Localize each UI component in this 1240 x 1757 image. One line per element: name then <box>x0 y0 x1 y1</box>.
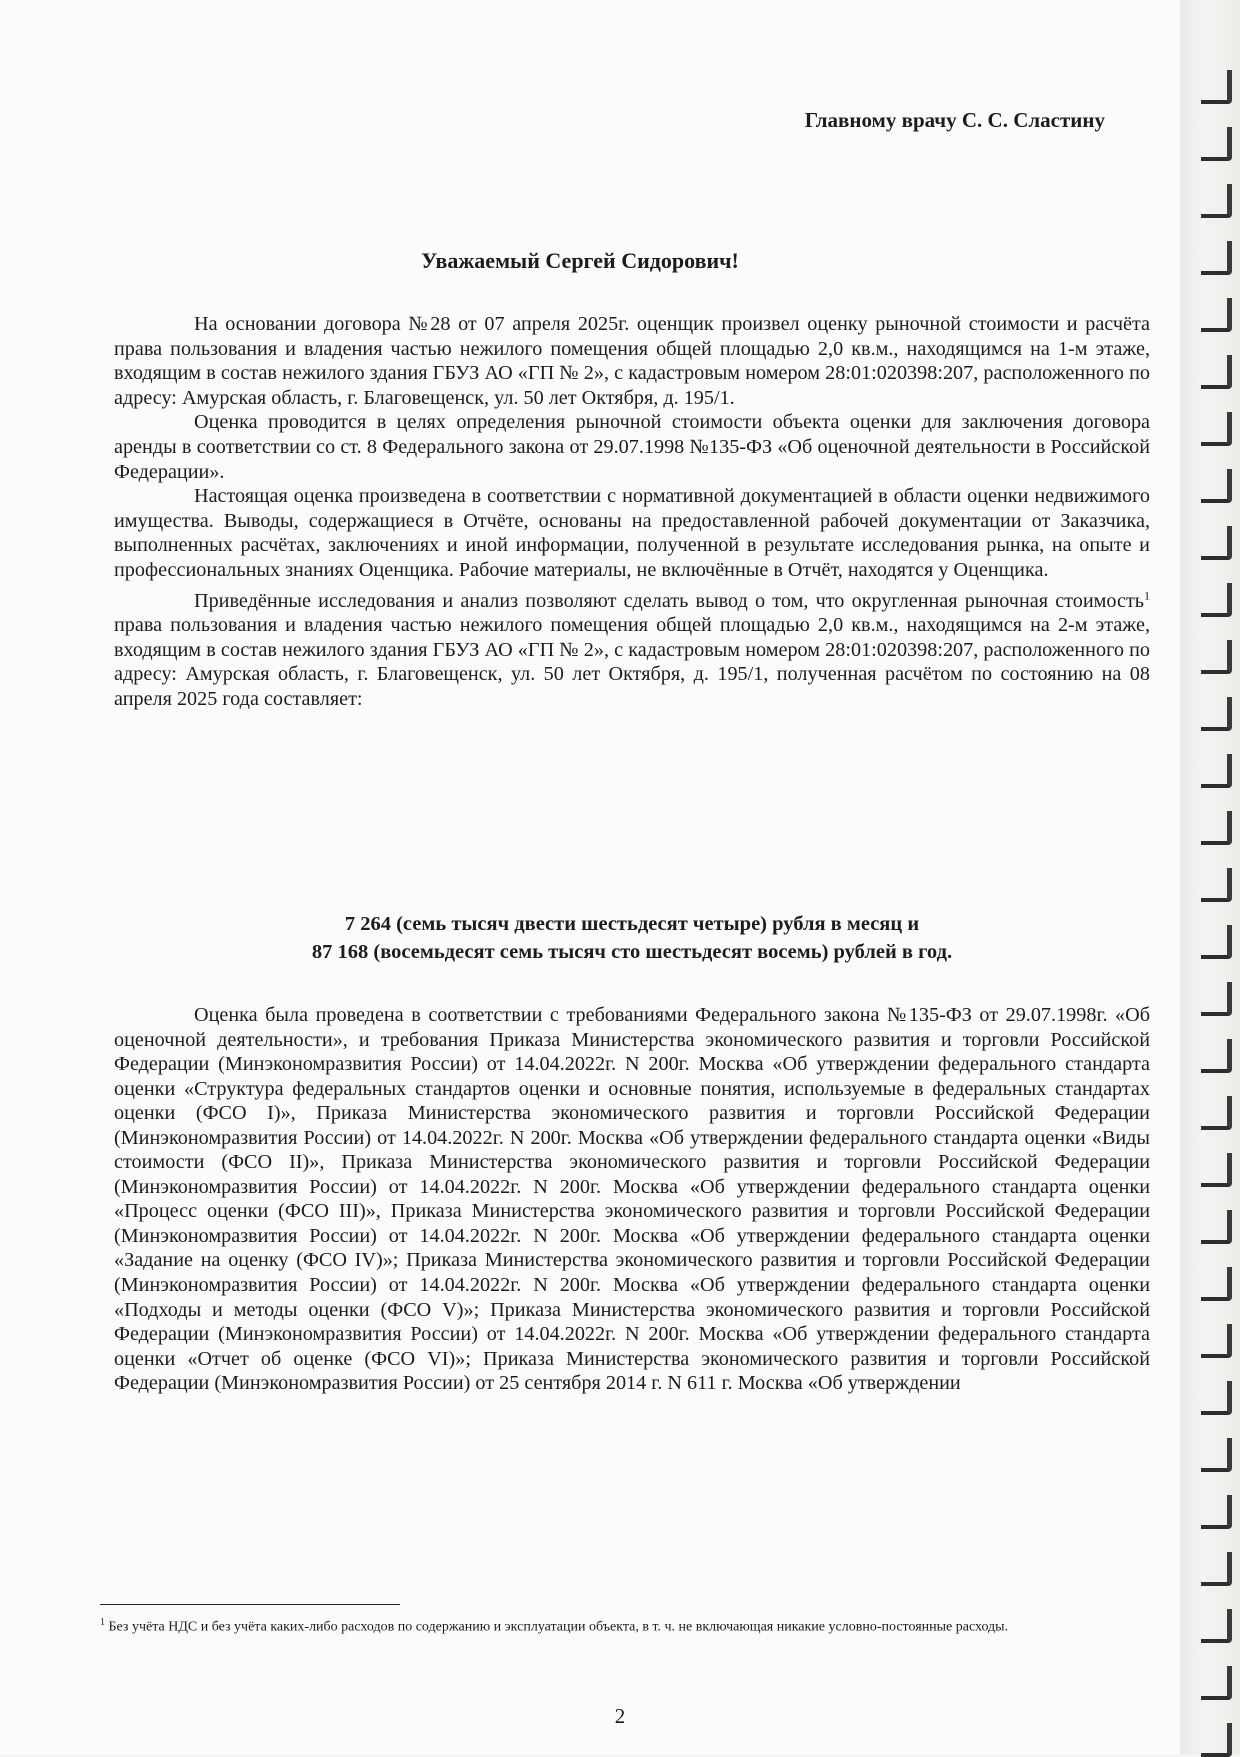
binding-mark <box>1201 583 1232 617</box>
paragraph-purpose: Оценка проводится в целях определения рыночной стоимости объекта оценки для заключения договора аренды в соответствии со ст. 8 Федерального закона от 29.07.1998 №135-ФЗ «Об оценочной деятельности в Российской Федерации». <box>114 411 1150 483</box>
binding-mark <box>1201 1153 1232 1187</box>
binding-mark <box>1201 1267 1232 1301</box>
binding-mark <box>1201 1096 1232 1130</box>
spiral-binding <box>1180 0 1240 1754</box>
salutation: Уважаемый Сергей Сидорович! <box>421 248 739 273</box>
binding-mark <box>1201 1609 1232 1643</box>
footnote-reference[interactable]: 1 <box>1144 587 1150 602</box>
page-number: 2 <box>614 1704 626 1728</box>
letter-body <box>114 312 1150 712</box>
binding-mark <box>1201 298 1232 332</box>
paragraph-methodology: Настоящая оценка произведена в соответствии с нормативной документацией в области оценки недвижимого имущества. Выводы, содержащиеся в Отчёте, основаны на предоставленной рабочей документации от Заказчика, выполненных расчётах, заключениях и иной информации, полученной в результате исследования рынка, на опыте и профессиональных знаниях Оценщика. Рабочие материалы, не включённые в Отчёт, находятся у Оценщика. <box>114 485 1150 581</box>
binding-mark <box>1201 184 1232 218</box>
binding-mark <box>1201 697 1232 731</box>
binding-mark <box>1201 412 1232 446</box>
binding-mark <box>1201 1438 1232 1472</box>
binding-mark <box>1201 1723 1232 1757</box>
paragraph-standards: Оценка была проведена в соответствии с требованиями Федерального закона №135-ФЗ от 29.07.1998г. «Об оценочной деятельности», и требования Приказа Министерства экономического развития и торговли Российской Федерации (Минэкономразвития России) от 14.04.2022г. N 200г. Москва «Об утверждении федерального стандарта оценки «Структура федеральных стандартов оценки и основные понятия, используемые в федеральных стандартах оценки (ФСО I)», Приказа Министерства экономического развития и торговли Российской Федерации (Минэкономразвития России) от 14.04.2022г. N 200г. Москва «Об утверждении федерального стандарта оценки «Виды стоимости (ФСО II)», Приказа Министерства экономического развития и торговли Российской Федерации (Минэкономразвития России) от 14.04.2022г. N 200г. Москва «Об утверждении федерального стандарта оценки «Процесс оценки (ФСО III)», Приказа Министерства экономического развития и торговли Российской Федерации (Минэкономразвития России) от 14.04.2022г. N 200г. Москва «Об утверждении федерального стандарта оценки «Задание на оценку (ФСО IV)»; Приказа Министерства экономического развития и торговли Российской Федерации (Минэкономразвития России) от 14.04.2022г. N 200г. Москва «Об утверждении федерального стандарта оценки «Подходы и методы оценки (ФСО V)»; Приказа Министерства экономического развития и торговли Российской Федерации (Минэкономразвития России) от 14.04.2022г. N 200г. Москва «Об утверждении федерального стандарта оценки «Отчет об оценке (ФСО VI)»; Приказа Министерства экономического развития и торговли Российской Федерации (Минэкономразвития России) от 25 сентября 2014 г. N 611 г. Москва «Об утверждении <box>114 1004 1150 1395</box>
footnote-divider <box>100 1604 400 1605</box>
binding-mark <box>1201 811 1232 845</box>
binding-mark <box>1201 925 1232 959</box>
binding-mark <box>1201 754 1232 788</box>
binding-mark <box>1201 70 1232 104</box>
footnote-marker: 1 <box>100 1617 105 1628</box>
binding-mark <box>1201 469 1232 503</box>
addressee: Главному врачу С. С. Сластину <box>804 108 1105 132</box>
binding-mark <box>1201 241 1232 275</box>
result-yearly: 87 168 (восемьдесят семь тысяч сто шестьдесят восемь) рублей в год. <box>311 941 953 963</box>
binding-mark <box>1201 1381 1232 1415</box>
binding-mark <box>1201 1495 1232 1529</box>
binding-mark <box>1201 1552 1232 1586</box>
conclusion-text-start: Приведённые исследования и анализ позволяют сделать вывод о том, что округленная рыночная стоимость <box>194 589 1144 612</box>
footnote <box>100 1614 1150 1637</box>
binding-mark <box>1201 526 1232 560</box>
result-monthly: 7 264 (семь тысяч двести шестьдесят четыре) рубля в месяц и <box>344 913 920 935</box>
paragraph-contract: На основании договора №28 от 07 апреля 2025г. оценщик произвел оценку рыночной стоимости и расчёта права пользования и владения частью нежилого помещения общей площадью 2,0 кв.м., находящимся на 1-м этаже, входящим в состав нежилого здания ГБУЗ АО «ГП № 2», с кадастровым номером 28:01:020398:207, расположенного по адресу: Амурская область, г. Благовещенск, ул. 50 лет Октября, д. 195/1. <box>114 313 1150 409</box>
binding-mark <box>1201 355 1232 389</box>
standards-section <box>114 1003 1150 1396</box>
binding-mark <box>1201 982 1232 1016</box>
binding-mark <box>1201 1666 1232 1700</box>
binding-mark <box>1201 127 1232 161</box>
valuation-result <box>114 910 1150 966</box>
binding-mark <box>1201 1210 1232 1244</box>
conclusion-text-end: права пользования и владения частью нежилого помещения общей площадью 2,0 кв.м., находящимся на 2-м этаже, входящим в состав нежилого здания ГБУЗ АО «ГП № 2», с кадастровым номером 28:01:020398:207, расположенного по адресу: Амурская область, г. Благовещенск, ул. 50 лет Октября, д. 195/1, полученная расчётом по состоянию на 08 апреля 2025 года составляет: <box>114 614 1150 710</box>
binding-mark <box>1201 868 1232 902</box>
binding-mark <box>1201 640 1232 674</box>
footnote-text: Без учёта НДС и без учёта каких-либо расходов по содержанию и эксплуатации объекта, в т. ч. не включающая никакие условно-постоянные расходы. <box>108 1619 1009 1635</box>
binding-mark <box>1201 1039 1232 1073</box>
paragraph-conclusion <box>114 589 1150 712</box>
binding-mark <box>1201 1324 1232 1358</box>
